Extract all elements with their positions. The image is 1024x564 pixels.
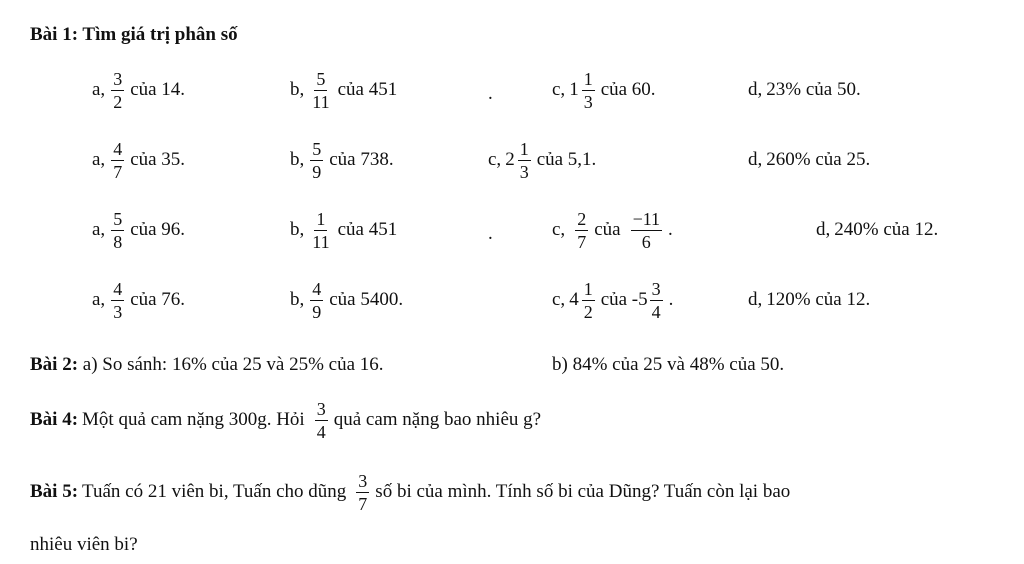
fraction	[518, 140, 531, 181]
item-label: c,	[552, 289, 566, 310]
row4-item-d	[748, 270, 870, 330]
row3-item-b	[290, 200, 397, 260]
item-text: 260% của 25.	[766, 149, 871, 170]
item-text: của	[594, 219, 621, 240]
item-tail: .	[668, 219, 673, 240]
fraction	[310, 140, 323, 181]
item-text: của 451	[337, 219, 398, 240]
numerator: −11	[632, 208, 661, 229]
fraction	[356, 472, 369, 513]
numerator: 3	[358, 470, 368, 491]
denominator: 2	[113, 91, 123, 112]
exercise-2	[30, 350, 384, 380]
mixed-number	[569, 70, 601, 111]
item-label: d,	[816, 219, 831, 240]
exercise-4	[30, 390, 541, 450]
item-label: c,	[552, 219, 566, 240]
fraction	[582, 70, 595, 111]
numerator: 1	[583, 278, 593, 299]
row2-item-d	[748, 130, 870, 190]
denominator: 4	[651, 301, 661, 322]
denominator: 7	[113, 161, 123, 182]
denominator: 11	[312, 231, 330, 252]
fraction-2	[631, 210, 662, 251]
fraction	[111, 140, 124, 181]
item-label: a,	[92, 79, 106, 100]
item-label: a,	[92, 219, 106, 240]
exercise-5	[30, 462, 790, 522]
numerator: 3	[113, 68, 123, 89]
fraction	[310, 280, 323, 321]
fraction	[111, 70, 124, 111]
denominator: 2	[583, 301, 593, 322]
exercise-2-label: Bài 2:	[30, 354, 79, 375]
numerator: 5	[312, 138, 322, 159]
row1-item-a	[92, 60, 185, 120]
exercise-5-label: Bài 5:	[30, 481, 79, 502]
whole-part: 1	[569, 79, 579, 100]
row2-item-c	[488, 130, 596, 190]
exercise-2-part-b: b) 84% của 25 và 48% của 50.	[552, 354, 785, 375]
exercise-1-title	[30, 20, 238, 50]
row1-item-b	[290, 60, 397, 120]
denominator: 3	[583, 91, 593, 112]
numerator: 5	[316, 68, 326, 89]
exercise-5-text-after: số bi của mình. Tính số bi của Dũng? Tuấn còn lại bao	[375, 481, 791, 502]
stray-dot: .	[488, 223, 493, 244]
row3-item-c	[552, 200, 673, 260]
row3-item-a	[92, 200, 185, 260]
item-label: b,	[290, 79, 305, 100]
denominator: 9	[312, 161, 322, 182]
exercise-4-text-after: quả cam nặng bao nhiêu g?	[333, 409, 542, 430]
numerator: 5	[113, 208, 123, 229]
fraction	[315, 400, 328, 441]
numerator: 1	[316, 208, 326, 229]
item-text: của 76.	[130, 289, 186, 310]
item-text: của 5400.	[329, 289, 404, 310]
denominator: 6	[641, 231, 651, 252]
row4-item-a	[92, 270, 185, 330]
numerator: 3	[651, 278, 661, 299]
numerator: 1	[519, 138, 529, 159]
numerator: 4	[312, 278, 322, 299]
item-text: của 35.	[130, 149, 186, 170]
item-label: a,	[92, 149, 106, 170]
row2-item-b	[290, 130, 394, 190]
row4-item-b	[290, 270, 403, 330]
exercise-4-text-before: Một quả cam nặng 300g. Hỏi	[82, 409, 305, 430]
denominator: 3	[519, 161, 529, 182]
item-label: b,	[290, 289, 305, 310]
denominator: 8	[113, 231, 123, 252]
item-label: b,	[290, 219, 305, 240]
item-label: d,	[748, 79, 763, 100]
row3-item-d	[816, 200, 938, 260]
exercise-5-line2	[30, 530, 138, 560]
item-label: c,	[552, 79, 566, 100]
item-tail: .	[668, 289, 674, 310]
item-text: của -5	[600, 289, 648, 310]
exercise-5-text-line2: nhiêu viên bi?	[30, 534, 138, 555]
fraction	[582, 280, 595, 321]
item-text: của 738.	[329, 149, 394, 170]
numerator: 2	[577, 208, 587, 229]
numerator: 4	[113, 278, 123, 299]
exercise-4-label: Bài 4:	[30, 409, 79, 430]
row4-item-c	[552, 270, 673, 330]
whole-part: 4	[569, 289, 579, 310]
exercise-2-part-a: a) So sánh: 16% của 25 và 25% của 16.	[82, 354, 384, 375]
denominator: 9	[312, 301, 322, 322]
denominator: 4	[316, 421, 326, 442]
item-text: 120% của 12.	[766, 289, 871, 310]
item-text: của 96.	[130, 219, 186, 240]
item-label: d,	[748, 149, 763, 170]
numerator: 4	[113, 138, 123, 159]
exercise-1-title-text: Bài 1: Tìm giá trị phân số	[30, 24, 238, 45]
exercise-2-b	[552, 350, 784, 380]
numerator: 1	[583, 68, 593, 89]
item-text: của 5,1.	[536, 149, 597, 170]
fraction	[310, 70, 331, 111]
row1-stray-dot	[488, 64, 493, 124]
denominator: 11	[312, 91, 330, 112]
fraction	[310, 210, 331, 251]
row1-item-d	[748, 60, 861, 120]
mixed-number	[505, 140, 537, 181]
denominator: 7	[358, 493, 368, 514]
mixed-number	[569, 280, 601, 321]
fraction-2	[650, 280, 663, 321]
item-text: của 60.	[600, 79, 656, 100]
fraction	[575, 210, 588, 251]
item-text: 240% của 12.	[834, 219, 939, 240]
item-label: a,	[92, 289, 106, 310]
fraction	[111, 280, 124, 321]
item-text: của 14.	[130, 79, 186, 100]
stray-dot: .	[488, 83, 493, 104]
fraction	[111, 210, 124, 251]
item-text: của 451	[337, 79, 398, 100]
row3-stray-dot	[488, 204, 493, 264]
whole-part: 2	[505, 149, 515, 170]
row1-item-c	[552, 60, 656, 120]
item-label: c,	[488, 149, 502, 170]
item-label: d,	[748, 289, 763, 310]
numerator: 3	[316, 398, 326, 419]
denominator: 3	[113, 301, 123, 322]
item-label: b,	[290, 149, 305, 170]
item-text: 23% của 50.	[766, 79, 861, 100]
denominator: 7	[577, 231, 587, 252]
exercise-5-text-before: Tuấn có 21 viên bi, Tuấn cho dũng	[82, 481, 347, 502]
row2-item-a	[92, 130, 185, 190]
